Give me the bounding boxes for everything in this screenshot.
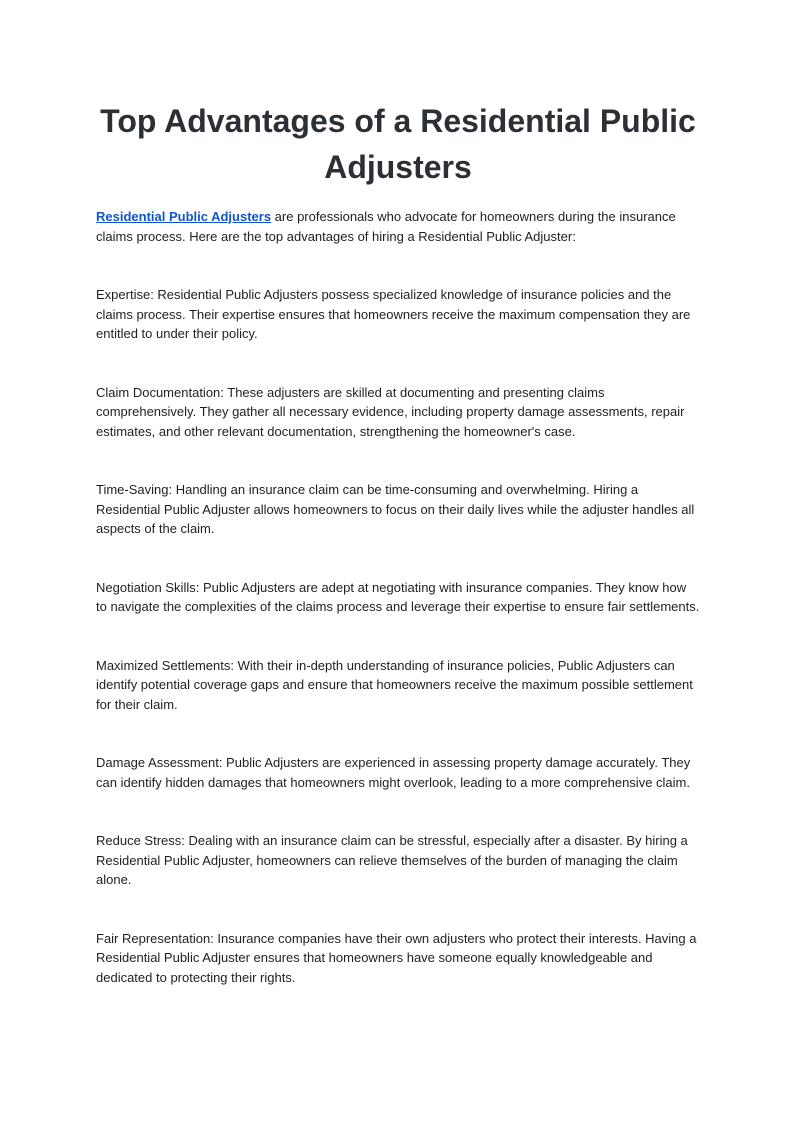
- advantage-claim-documentation: Claim Documentation: These adjusters are skilled at documenting and presenting claims comprehensively. They gather all necessary evidence, including property damage assessments, repair estimates, and other relevant documentation, strengthening the homeowner's case.: [96, 384, 685, 439]
- advantage-fair-representation: Fair Representation: Insurance companies have their own adjusters who protect their interests. Having a Residential Public Adjuster ensures that homeowners have someone equally knowledgeable and dedicated to protecting their rights.: [96, 930, 697, 985]
- residential-public-adjusters-link[interactable]: Residential Public Adjusters: [96, 209, 272, 224]
- intro-text: are professionals who advocate for homeowners during the insurance claims process. Here are the top advantages of hiring a Residential Public Adjuster:: [96, 209, 676, 244]
- intro-paragraph: [96, 207, 700, 246]
- advantage-maximized-settlements: Maximized Settlements: With their in-depth understanding of insurance policies, Public Adjusters can identify potential coverage gaps and ensure that homeowners receive the maximum possible settlement for their claim.: [96, 657, 693, 712]
- advantage-time-saving: Time-Saving: Handling an insurance claim can be time-consuming and overwhelming. Hiring a Residential Public Adjuster allows homeowners to focus on their daily lives while the adjuster handles all aspects of the claim.: [96, 482, 695, 536]
- advantage-expertise: Expertise: Residential Public Adjusters possess specialized knowledge of insurance policies and the claims process. Their expertise ensures that homeowners receive the maximum compensation they are entitled to under their policy.: [96, 287, 691, 341]
- document-page: [96, 98, 700, 987]
- advantage-damage-assessment: Damage Assessment: Public Adjusters are experienced in assessing property damage accurately. They can identify hidden damages that homeowners might overlook, leading to a more comprehensive claim.: [96, 755, 691, 790]
- advantage-reduce-stress: Reduce Stress: Dealing with an insurance claim can be stressful, especially after a disaster. By hiring a Residential Public Adjuster, homeowners can relieve themselves of the burden of managing the claim alone.: [96, 833, 688, 887]
- advantage-negotiation-skills: Negotiation Skills: Public Adjusters are adept at negotiating with insurance companies. They know how to navigate the complexities of the claims process and leverage their expertise to ensure fair settlements.: [96, 579, 700, 614]
- page-title: Top Advantages of a Residential Public Adjusters: [100, 103, 696, 185]
